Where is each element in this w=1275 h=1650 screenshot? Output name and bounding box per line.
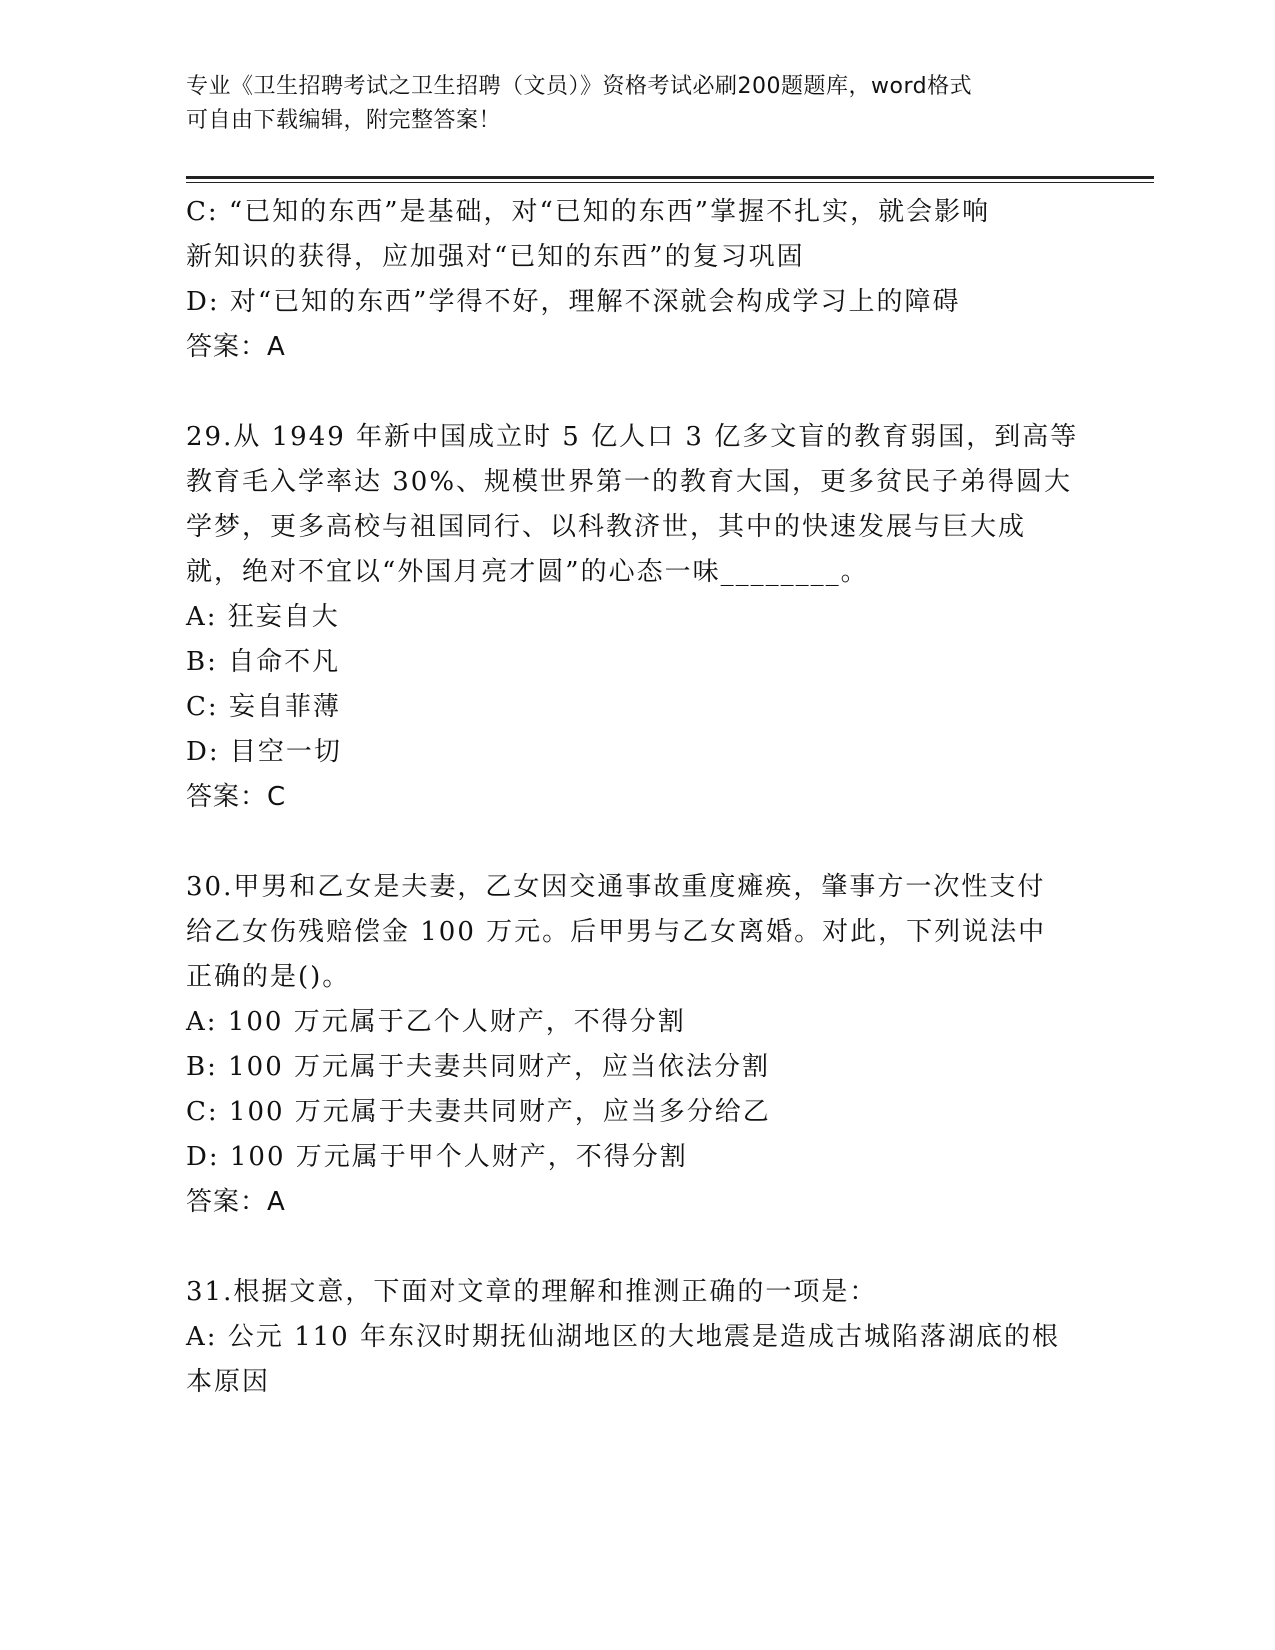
q30-option-d: D: 100 万元属于甲个人财产，不得分割 [186,1142,688,1172]
q28-answer: 答案：A [186,332,286,362]
q31-option-a-line1: A: 公元 110 年东汉时期抚仙湖地区的大地震是造成古城陷落湖底的根 [186,1322,1060,1352]
header-title-line1: 专业《卫生招聘考试之卫生招聘（文员）》资格考试必刷200题题库，word格式 [186,74,973,99]
header-title-line2: 可自由下载编辑，附完整答案！ [186,108,502,133]
q29-option-d: D: 目空一切 [186,737,342,767]
q29-stem-line2: 教育毛入学率达 30%、规模世界第一的教育大国，更多贫民子弟得圆大 [186,467,1073,497]
page-header [186,70,1086,138]
question-31 [186,1270,1086,1405]
spacer [186,370,1086,415]
q29-answer: 答案：C [186,782,287,812]
q30-stem-line3: 正确的是()。 [186,962,351,992]
q30-answer: 答案：A [186,1187,286,1217]
question-29 [186,415,1086,820]
header-divider-thin [186,182,1154,183]
header-divider-thick [186,176,1154,179]
q31-stem-line1: 31.根据文意，下面对文章的理解和推测正确的一项是： [186,1277,878,1307]
q31-option-a-line2: 本原因 [186,1367,271,1397]
question-28 [186,190,1086,370]
q28-option-d: D: 对“已知的东西”学得不好，理解不深就会构成学习上的障碍 [186,287,961,317]
q30-option-a: A: 100 万元属于乙个人财产，不得分割 [186,1007,686,1037]
q29-option-b: B: 自命不凡 [186,647,341,677]
spacer [186,1225,1086,1270]
q29-stem-line1: 29.从 1949 年新中国成立时 5 亿人口 3 亿多文盲的教育弱国，到高等 [186,422,1079,452]
document-body [186,190,1086,1405]
spacer [186,820,1086,865]
q30-stem-line2: 给乙女伤残赔偿金 100 万元。后甲男与乙女离婚。对此，下列说法中 [186,917,1047,947]
q29-option-a: A: 狂妄自大 [186,602,340,632]
q29-stem-line3: 学梦，更多高校与祖国同行、以科教济世，其中的快速发展与巨大成 [186,512,1027,542]
q29-option-c: C: 妄自菲薄 [186,692,341,722]
question-30 [186,865,1086,1225]
q29-stem-line4: 就，绝对不宜以“外国月亮才圆”的心态一味________。 [186,557,869,587]
q30-option-c: C: 100 万元属于夫妻共同财产，应当多分给乙 [186,1097,771,1127]
q28-option-c-line2: 新知识的获得，应加强对“已知的东西”的复习巩固 [186,242,805,272]
q28-option-c-line1: C: “已知的东西”是基础，对“已知的东西”掌握不扎实，就会影响 [186,197,991,227]
q30-option-b: B: 100 万元属于夫妻共同财产，应当依法分割 [186,1052,771,1082]
q30-stem-line1: 30.甲男和乙女是夫妻，乙女因交通事故重度瘫痪，肇事方一次性支付 [186,872,1046,902]
